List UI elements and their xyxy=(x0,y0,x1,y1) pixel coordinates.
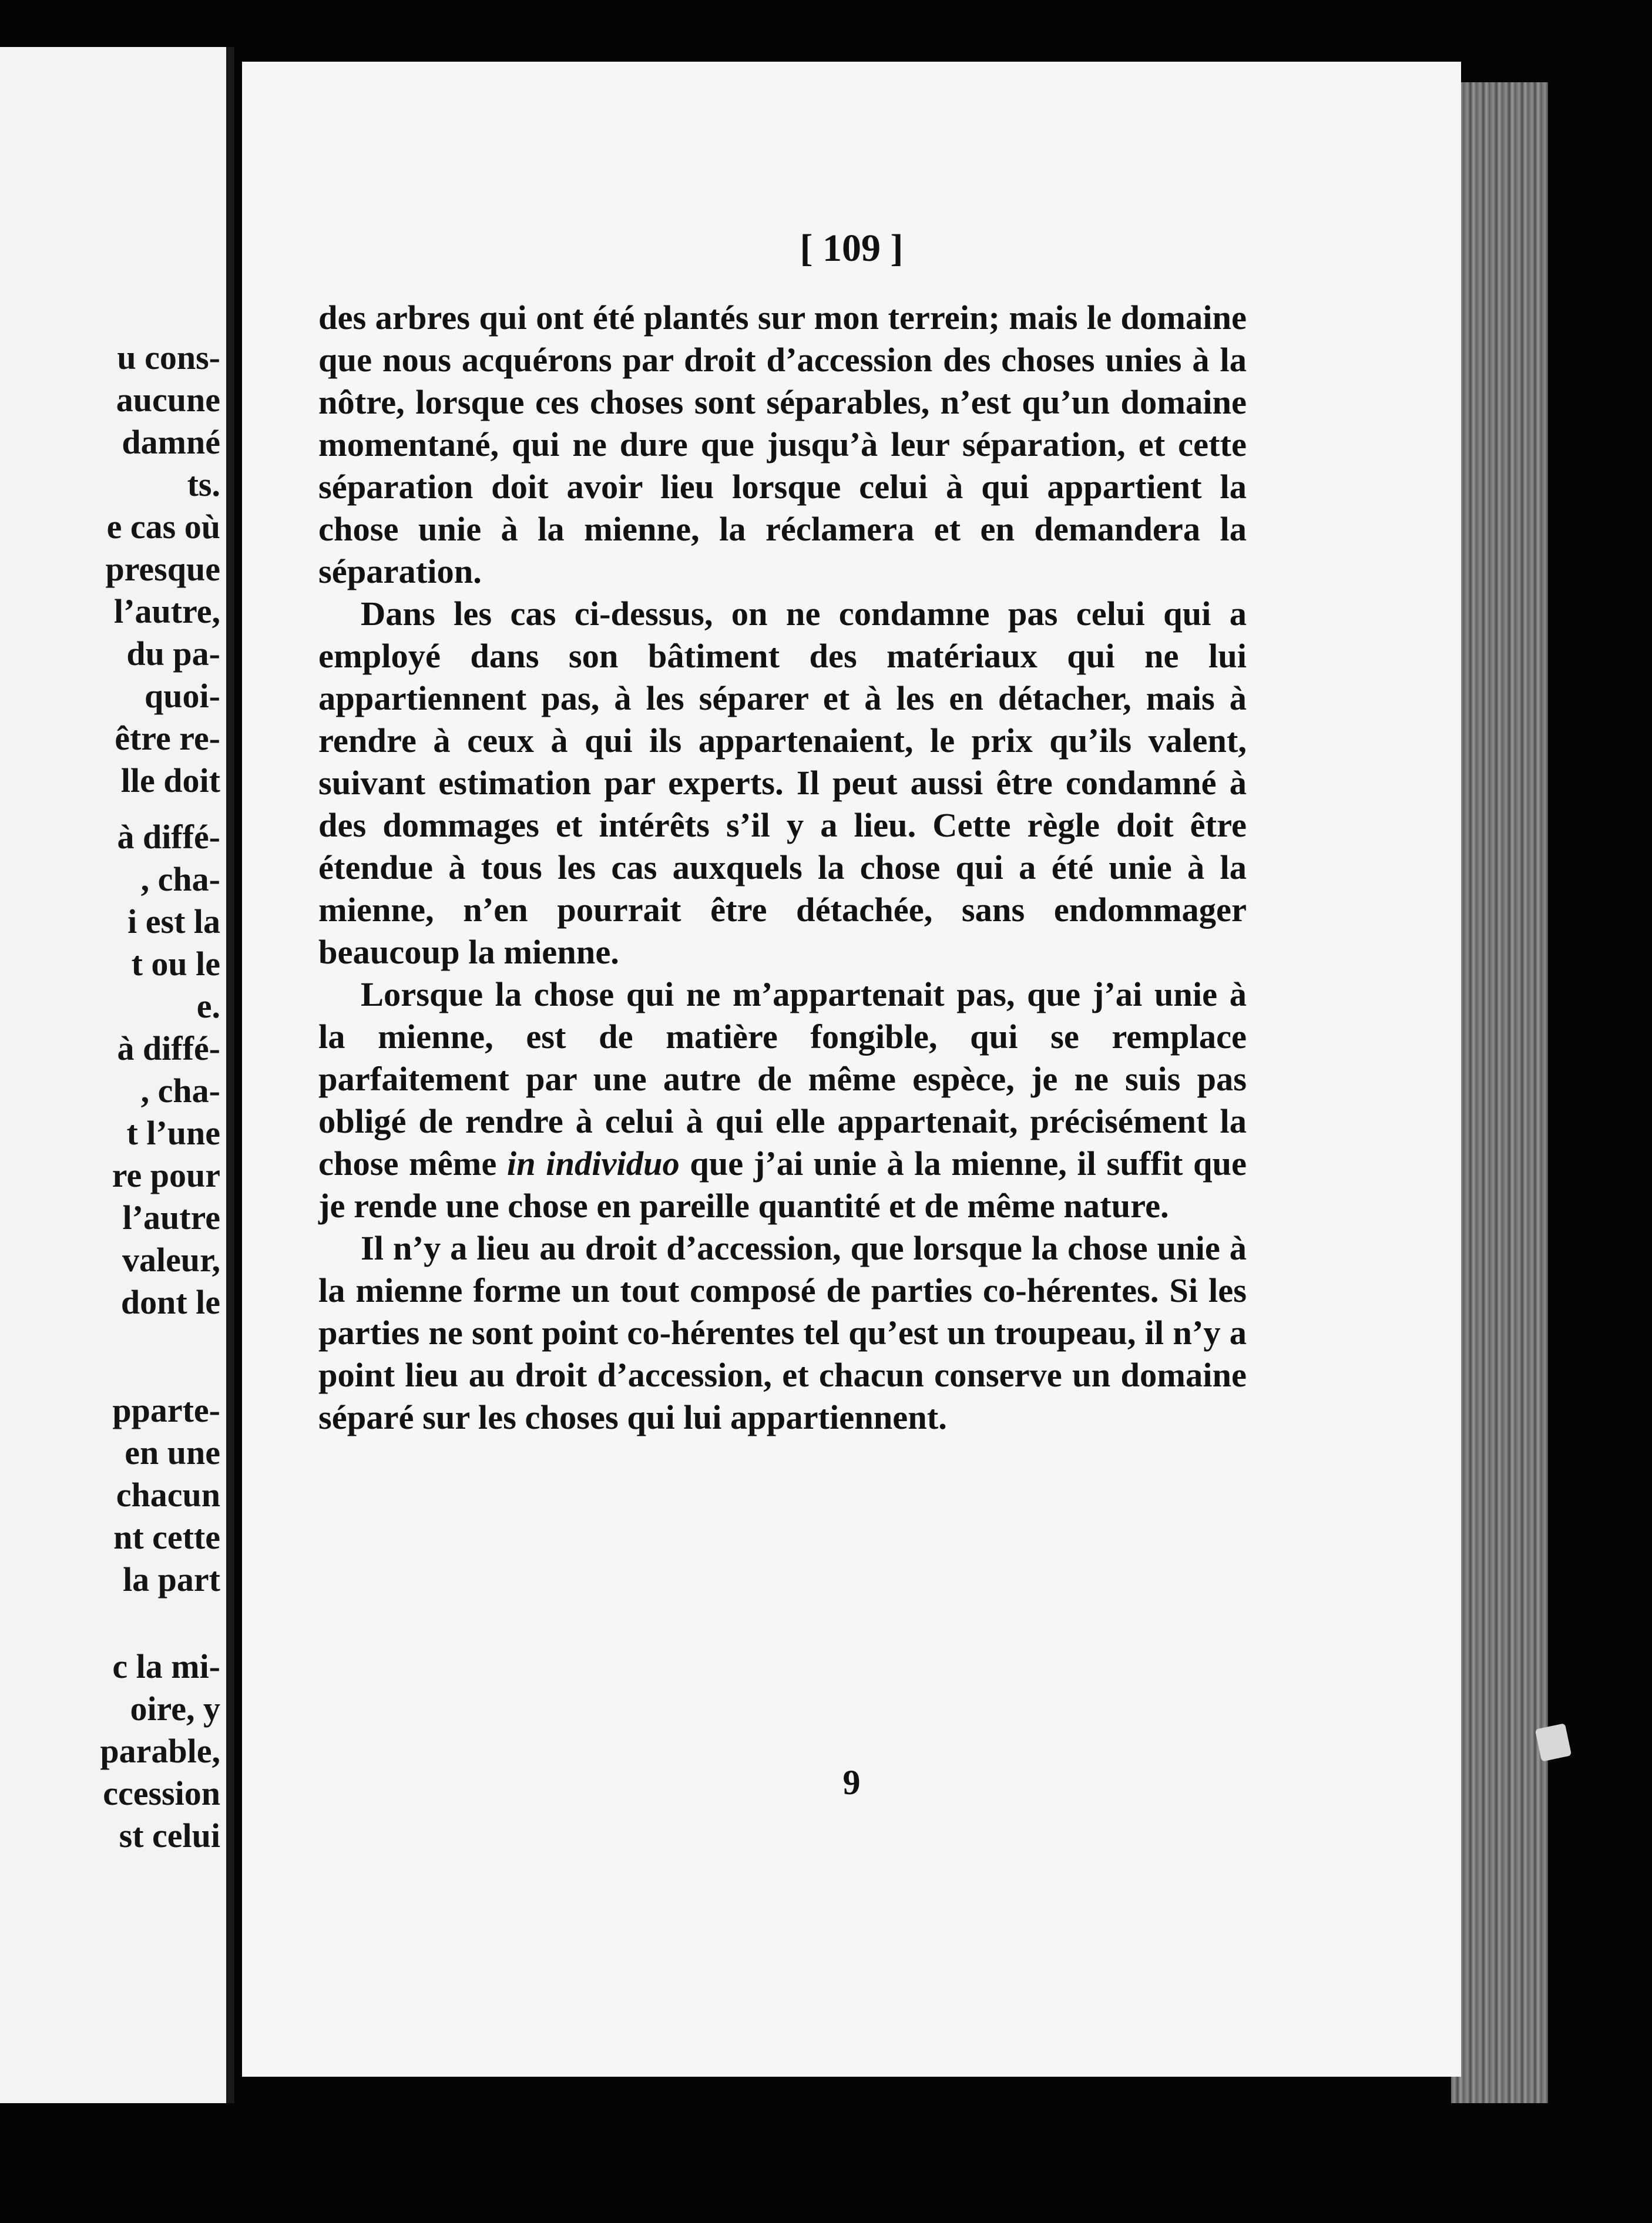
left-page-line: t l’une xyxy=(126,1114,220,1152)
left-page-line: la part xyxy=(123,1560,220,1599)
left-page-line: lle doit xyxy=(120,761,220,800)
book-page-edges xyxy=(1451,82,1548,2103)
left-page-line: à diffé- xyxy=(117,1029,220,1067)
paragraph-text: Lorsque la chose qui ne m’appartenait pas, que j’ai unie à la mienne, est de matière fongible, qui se remplace parfaitement par une autre de même espèce, je ne suis pas obligé de rendre à celui à qui elle appartenait, précisément la chose même xyxy=(318,975,1247,1183)
left-facing-page xyxy=(0,47,234,2103)
left-page-line: re pour xyxy=(112,1156,220,1194)
paragraph: Il n’y a lieu au droit d’accession, que lorsque la chose unie à la mienne forme un tout composé de parties co-hérentes. Si les parties ne sont point co-hérentes tel qu’est un troupeau, il n’y a point lieu au droit d’accession, et chacun conserve un domaine séparé sur les choses qui lui appartiennent. xyxy=(318,1229,1247,1436)
italic-phrase: in individuo xyxy=(506,1144,680,1183)
page-text-body xyxy=(318,297,1247,1439)
edge-tab xyxy=(1535,1723,1572,1762)
left-page-line: ccession xyxy=(103,1774,220,1812)
left-page-line: être re- xyxy=(115,719,220,757)
left-page-line: st celui xyxy=(119,1816,220,1855)
left-page-line: à diffé- xyxy=(117,818,220,856)
left-page-line: chacun xyxy=(116,1476,220,1514)
left-page-line: t ou le xyxy=(131,945,220,983)
paragraph: des arbres qui ont été plantés sur mon terrein; mais le domaine que nous acquérons par droit d’accession des choses unies à la nôtre, lorsque ces choses sont séparables, n’est qu’un domaine momentané, qui ne dure que jusqu’à leur séparation, et cette séparation doit avoir lieu lorsque celui à qui appartient la chose unie à la mienne, la réclamera et en demandera la séparation. xyxy=(318,298,1247,590)
page-number-header: [ 109 ] xyxy=(800,227,904,270)
left-page-line: pparte- xyxy=(112,1391,220,1429)
left-page-line: presque xyxy=(105,550,220,588)
left-page-line: l’autre, xyxy=(114,592,220,630)
left-page-line: c la mi- xyxy=(112,1647,220,1685)
left-page-line: ts. xyxy=(187,465,220,503)
paragraph-text: que j’ai unie à la mienne, il suffit que je rende une chose en pareille quantité et de même nature. xyxy=(318,1144,1247,1225)
left-page-line: aucune xyxy=(116,381,220,419)
left-page-line: du pa- xyxy=(126,634,220,673)
left-page-line: quoi- xyxy=(145,677,220,715)
left-page-line: nt cette xyxy=(113,1518,220,1556)
book-page xyxy=(242,62,1461,2077)
left-page-line: en une xyxy=(125,1433,220,1472)
paragraph: Dans les cas ci-dessus, on ne condamne pas celui qui a employé dans son bâtiment des matériaux qui ne lui appartiennent pas, à les séparer et à les en détacher, mais à rendre à ceux à qui ils appartenaient, le prix qu’ils valent, suivant estimation par experts. Il peut aussi être condamné à des dommages et intérêts s’il y a lieu. Cette règle doit être étendue à tous les cas auxquels la chose qui a été unie à la mienne, n’en pourrait être détachée, sans endommager beaucoup la mienne. xyxy=(318,595,1247,971)
left-page-line: , cha- xyxy=(140,860,220,898)
left-page-line: dont le xyxy=(120,1283,220,1321)
signature-mark: 9 xyxy=(842,1763,861,1802)
left-page-line: valeur, xyxy=(122,1241,220,1279)
left-page-line: l’autre xyxy=(122,1198,220,1237)
left-page-line: i est la xyxy=(127,902,220,941)
paragraph xyxy=(318,973,1247,1227)
left-page-line: , cha- xyxy=(140,1072,220,1110)
left-page-line: e cas où xyxy=(106,508,220,546)
left-page-line: parable, xyxy=(100,1732,220,1770)
left-page-line: damné xyxy=(122,423,220,461)
left-page-line: oire, y xyxy=(130,1690,220,1728)
left-page-line: e. xyxy=(196,987,220,1025)
left-page-line: u cons- xyxy=(117,338,220,377)
